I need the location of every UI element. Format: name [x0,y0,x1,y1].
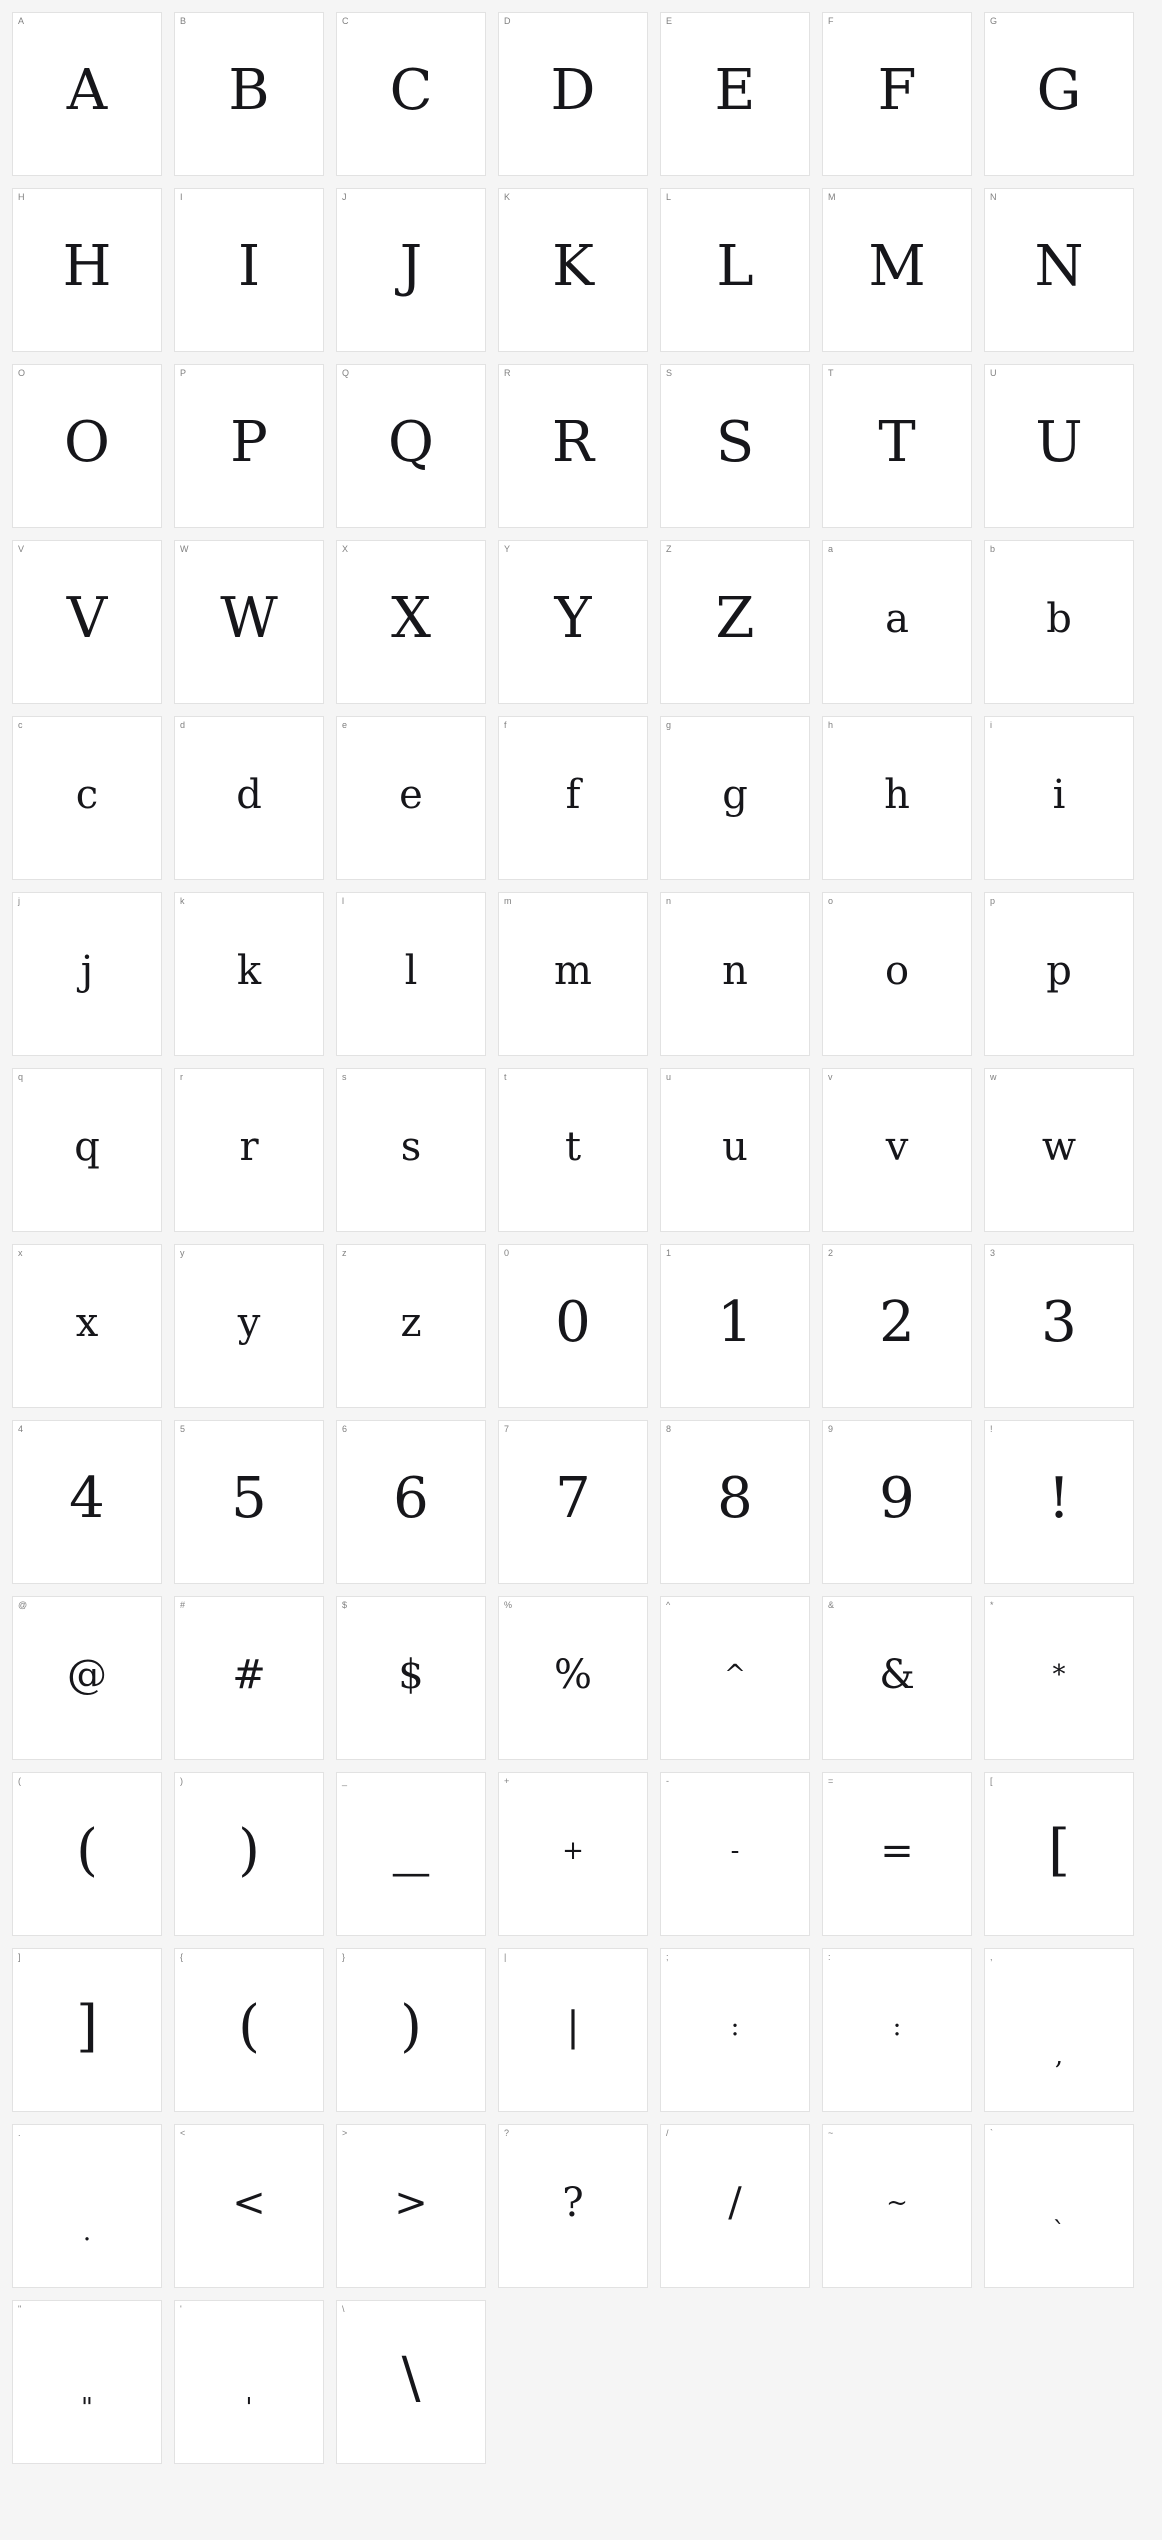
glyph-code-label: D [504,16,511,26]
glyph-cell[interactable] [336,1772,486,1936]
glyph-cell[interactable] [336,1596,486,1760]
glyph-cell[interactable] [984,188,1134,352]
glyph-code-label: N [990,192,997,202]
glyph-cell[interactable] [336,364,486,528]
glyph-character: u [722,1124,748,1170]
glyph-code-label: | [504,1952,507,1962]
glyph-code-label: ~ [828,2128,834,2138]
glyph-cell[interactable] [12,2300,162,2464]
glyph-code-label: W [180,544,189,554]
glyph-code-label: - [666,1776,670,1786]
glyph-cell[interactable] [822,1772,972,1936]
glyph-character: < [232,2180,266,2226]
glyph-code-label: = [828,1776,834,1786]
glyph-character: 5 [231,1466,267,1531]
glyph-code-label: , [990,1952,993,1962]
glyph-cell[interactable] [660,1420,810,1584]
glyph-cell[interactable] [174,892,324,1056]
glyph-character: I [237,234,261,299]
glyph-character: , [1054,2041,1064,2071]
glyph-code-label: 4 [18,1424,24,1434]
glyph-code-label: ( [18,1776,22,1786]
glyph-code-label: * [990,1600,994,1610]
glyph-code-label: . [18,2128,21,2138]
glyph-code-label: 7 [504,1424,510,1434]
glyph-code-label: L [666,192,672,202]
glyph-code-label: B [180,16,187,26]
glyph-code-label: p [990,896,996,906]
glyph-cell[interactable] [984,12,1134,176]
glyph-cell[interactable] [12,1772,162,1936]
glyph-character: G [1036,58,1082,123]
glyph-character: i [1052,772,1066,818]
glyph-code-label: f [504,720,507,730]
glyph-cell[interactable] [498,2124,648,2288]
glyph-character: 6 [393,1466,429,1531]
glyph-character: U [1035,410,1083,475]
glyph-cell[interactable] [174,540,324,704]
glyph-cell[interactable] [822,1420,972,1584]
glyph-cell[interactable] [822,540,972,704]
glyph-code-label: \ [342,2304,345,2314]
glyph-character: j [80,948,94,994]
glyph-character: q [74,1124,100,1170]
glyph-code-label: # [180,1600,186,1610]
glyph-character: Z [715,586,755,651]
glyph-cell[interactable] [12,892,162,1056]
glyph-code-label: : [828,1952,831,1962]
glyph-code-label: l [342,896,345,906]
glyph-code-label: 9 [828,1424,834,1434]
glyph-cell[interactable] [984,1244,1134,1408]
glyph-character: g [722,772,748,818]
glyph-character: 8 [717,1466,753,1531]
glyph-cell[interactable] [174,1772,324,1936]
glyph-cell[interactable] [822,716,972,880]
glyph-cell[interactable] [660,892,810,1056]
glyph-character: ] [76,1994,98,2059]
glyph-code-label: j [18,896,21,906]
glyph-character: 0 [555,1290,591,1355]
glyph-character: k [236,948,262,994]
glyph-character: l [404,948,418,994]
glyph-cell[interactable] [984,1948,1134,2112]
glyph-code-label: & [828,1600,835,1610]
glyph-code-label: d [180,720,186,730]
glyph-code-label: q [18,1072,24,1082]
glyph-character: 9 [879,1466,915,1531]
glyph-code-label: 1 [666,1248,672,1258]
glyph-cell[interactable] [12,716,162,880]
glyph-cell[interactable] [984,1772,1134,1936]
glyph-code-label: U [990,368,997,378]
glyph-code-label: @ [18,1600,28,1610]
glyph-cell[interactable] [660,12,810,176]
glyph-cell[interactable] [174,1068,324,1232]
glyph-code-label: H [18,192,25,202]
glyph-character: z [400,1300,422,1346]
glyph-cell[interactable] [498,12,648,176]
glyph-code-label: " [18,2304,22,2314]
glyph-code-label: 2 [828,1248,834,1258]
glyph-code-label: R [504,368,511,378]
glyph-character: @ [67,1652,107,1698]
glyph-character: V [66,586,108,651]
glyph-code-label: 6 [342,1424,348,1434]
glyph-cell[interactable] [498,1772,648,1936]
glyph-character: o [884,948,910,994]
glyph-code-label: z [342,1248,347,1258]
glyph-character: ? [562,2180,584,2226]
glyph-cell[interactable] [12,1596,162,1760]
glyph-character: p [1046,948,1072,994]
glyph-code-label: ! [990,1424,993,1434]
glyph-cell[interactable] [498,1244,648,1408]
glyph-character: C [389,58,433,123]
glyph-character: A [66,58,108,123]
glyph-character: x [75,1300,99,1346]
glyph-cell[interactable] [498,716,648,880]
glyph-character: Y [554,586,592,651]
glyph-character: s [400,1124,422,1170]
glyph-code-label: % [504,1600,513,1610]
glyph-code-label: h [828,720,834,730]
glyph-code-label: Y [504,544,511,554]
glyph-cell[interactable] [984,1596,1134,1760]
glyph-cell[interactable] [822,12,972,176]
glyph-character: H [62,234,112,299]
glyph-code-label: v [828,1072,833,1082]
glyph-cell[interactable] [660,716,810,880]
glyph-cell[interactable] [660,364,810,528]
glyph-character: = [880,1828,914,1874]
glyph-character: + [562,1836,584,1866]
glyph-character: L [716,234,754,299]
glyph-character: ' [245,2393,253,2423]
glyph-code-label: _ [342,1776,348,1786]
glyph-cell[interactable] [498,540,648,704]
glyph-character: — [391,1850,431,1896]
glyph-cell[interactable] [12,1420,162,1584]
glyph-cell[interactable] [12,1244,162,1408]
glyph-character: O [64,410,110,475]
glyph-character: w [1041,1124,1077,1170]
glyph-cell[interactable] [822,2124,972,2288]
glyph-code-label: O [18,368,26,378]
glyph-code-label: 3 [990,1248,996,1258]
glyph-code-label: ; [666,1952,669,1962]
glyph-cell[interactable] [12,188,162,352]
glyph-grid [12,12,1146,2464]
glyph-code-label: k [180,896,185,906]
glyph-character: d [236,772,262,818]
glyph-cell[interactable] [498,188,648,352]
glyph-code-label: V [18,544,25,554]
glyph-code-label: E [666,16,673,26]
glyph-cell[interactable] [984,1068,1134,1232]
glyph-character: D [550,58,596,123]
glyph-code-label: S [666,368,673,378]
glyph-character: P [230,410,268,475]
glyph-code-label: b [990,544,996,554]
glyph-character: y [237,1300,261,1346]
glyph-cell[interactable] [12,1948,162,2112]
glyph-character: > [394,2180,428,2226]
glyph-code-label: e [342,720,348,730]
glyph-character: ( [76,1818,98,1883]
glyph-code-label: / [666,2128,669,2138]
glyph-cell[interactable] [984,540,1134,704]
glyph-cell[interactable] [336,2300,486,2464]
glyph-code-label: ) [180,1776,184,1786]
glyph-code-label: M [828,192,836,202]
glyph-character: ) [238,1818,260,1883]
glyph-cell[interactable] [336,540,486,704]
glyph-character: v [885,1124,909,1170]
glyph-cell[interactable] [12,1068,162,1232]
glyph-code-label: m [504,896,512,906]
glyph-cell[interactable] [174,716,324,880]
glyph-code-label: G [990,16,998,26]
glyph-cell[interactable] [660,540,810,704]
glyph-character: J [399,234,423,299]
glyph-cell[interactable] [174,1948,324,2112]
glyph-character: \ [401,2346,421,2411]
glyph-character: ` [1052,2217,1066,2247]
glyph-cell[interactable] [174,1244,324,1408]
glyph-code-label: c [18,720,23,730]
glyph-code-label: r [180,1072,184,1082]
glyph-character: ( [238,1994,260,2059]
glyph-code-label: y [180,1248,185,1258]
glyph-code-label: X [342,544,349,554]
glyph-code-label: P [180,368,187,378]
glyph-code-label: I [180,192,183,202]
glyph-code-label: K [504,192,511,202]
glyph-code-label: Z [666,544,672,554]
glyph-character: * [1052,1660,1066,1690]
glyph-character: ! [1047,1466,1071,1531]
glyph-cell[interactable] [984,364,1134,528]
glyph-code-label: Q [342,368,350,378]
glyph-cell[interactable] [12,12,162,176]
glyph-cell[interactable] [822,1244,972,1408]
glyph-character: : [730,2012,740,2042]
glyph-character: Q [388,410,434,475]
glyph-character: # [232,1652,266,1698]
glyph-cell[interactable] [336,1948,486,2112]
glyph-character: B [228,58,270,123]
glyph-cell[interactable] [174,1420,324,1584]
glyph-code-label: { [180,1952,184,1962]
glyph-cell[interactable] [822,1068,972,1232]
glyph-code-label: g [666,720,672,730]
glyph-cell[interactable] [660,1244,810,1408]
glyph-character: / [728,2180,742,2226]
glyph-character: . [82,2217,92,2247]
glyph-character: K [552,234,594,299]
glyph-cell[interactable] [822,1948,972,2112]
glyph-code-label: } [342,1952,346,1962]
glyph-cell[interactable] [336,12,486,176]
glyph-cell[interactable] [660,1772,810,1936]
glyph-character: f [565,772,581,818]
glyph-code-label: u [666,1072,672,1082]
glyph-character: & [879,1652,915,1698]
glyph-cell[interactable] [336,188,486,352]
glyph-character: $ [398,1652,424,1698]
glyph-code-label: i [990,720,993,730]
glyph-code-label: o [828,896,834,906]
glyph-cell[interactable] [498,1068,648,1232]
glyph-cell[interactable] [822,1596,972,1760]
glyph-code-label: [ [990,1776,993,1786]
glyph-character: X [391,586,431,651]
glyph-code-label: ? [504,2128,510,2138]
glyph-character: e [399,772,423,818]
glyph-cell[interactable] [336,1420,486,1584]
glyph-code-label: ] [18,1952,21,1962]
glyph-character: F [877,58,917,123]
glyph-character: 1 [717,1290,753,1355]
glyph-cell[interactable] [498,1596,648,1760]
glyph-character: % [553,1652,592,1698]
glyph-cell[interactable] [984,1420,1134,1584]
glyph-cell[interactable] [498,892,648,1056]
glyph-code-label: T [828,368,834,378]
glyph-character: 2 [879,1290,915,1355]
glyph-cell[interactable] [12,2124,162,2288]
glyph-character: a [885,596,909,642]
glyph-code-label: < [180,2128,186,2138]
glyph-code-label: $ [342,1600,348,1610]
glyph-cell[interactable] [174,364,324,528]
glyph-code-label: + [504,1776,510,1786]
glyph-character: M [868,234,926,299]
glyph-cell[interactable] [822,188,972,352]
glyph-cell[interactable] [336,1244,486,1408]
glyph-cell[interactable] [660,1596,810,1760]
glyph-character: c [75,772,99,818]
glyph-code-label: J [342,192,347,202]
glyph-code-label: F [828,16,834,26]
glyph-cell[interactable] [822,364,972,528]
glyph-code-label: ` [990,2128,994,2138]
glyph-character: [ [1048,1818,1070,1883]
glyph-character: ^ [724,1660,746,1690]
glyph-character: r [239,1124,259,1170]
glyph-character: | [566,2004,580,2050]
glyph-character: h [884,772,910,818]
glyph-cell[interactable] [336,892,486,1056]
glyph-cell[interactable] [174,188,324,352]
glyph-character: b [1046,596,1072,642]
glyph-cell[interactable] [984,716,1134,880]
glyph-cell[interactable] [660,188,810,352]
glyph-character: T [878,410,916,475]
glyph-code-label: 5 [180,1424,186,1434]
glyph-code-label: > [342,2128,348,2138]
glyph-cell[interactable] [498,1420,648,1584]
glyph-code-label: 0 [504,1248,510,1258]
glyph-character: E [714,58,756,123]
glyph-character: " [81,2393,93,2423]
glyph-cell[interactable] [174,1596,324,1760]
glyph-character: 7 [555,1466,591,1531]
glyph-code-label: s [342,1072,347,1082]
glyph-character: t [564,1124,582,1170]
glyph-cell[interactable] [498,364,648,528]
glyph-code-label: n [666,896,672,906]
glyph-code-label: ^ [666,1600,671,1610]
glyph-cell[interactable] [822,892,972,1056]
glyph-cell[interactable] [174,12,324,176]
glyph-character: N [1034,234,1084,299]
glyph-cell[interactable] [660,1068,810,1232]
glyph-code-label: x [18,1248,23,1258]
glyph-character: n [722,948,748,994]
glyph-character: 4 [69,1466,105,1531]
glyph-cell[interactable] [336,1068,486,1232]
glyph-cell[interactable] [660,1948,810,2112]
glyph-cell[interactable] [174,2124,324,2288]
glyph-character: ) [400,1994,422,2059]
glyph-code-label: t [504,1072,507,1082]
glyph-character: m [554,948,592,994]
glyph-cell[interactable] [12,364,162,528]
glyph-code-label: A [18,16,25,26]
glyph-code-label: 8 [666,1424,672,1434]
glyph-code-label: ' [180,2304,182,2314]
glyph-character: - [730,1836,740,1866]
glyph-cell[interactable] [498,1948,648,2112]
glyph-character: S [715,410,755,475]
glyph-code-label: w [990,1072,997,1082]
glyph-code-label: a [828,544,834,554]
glyph-code-label: C [342,16,349,26]
glyph-cell[interactable] [336,2124,486,2288]
glyph-cell[interactable] [174,2300,324,2464]
glyph-cell[interactable] [660,2124,810,2288]
glyph-character: R [551,410,595,475]
glyph-character: : [892,2012,902,2042]
glyph-cell[interactable] [336,716,486,880]
glyph-cell[interactable] [984,892,1134,1056]
glyph-character: ~ [886,2188,908,2218]
glyph-cell[interactable] [12,540,162,704]
glyph-character: W [220,586,278,651]
glyph-cell[interactable] [984,2124,1134,2288]
glyph-character: 3 [1041,1290,1077,1355]
